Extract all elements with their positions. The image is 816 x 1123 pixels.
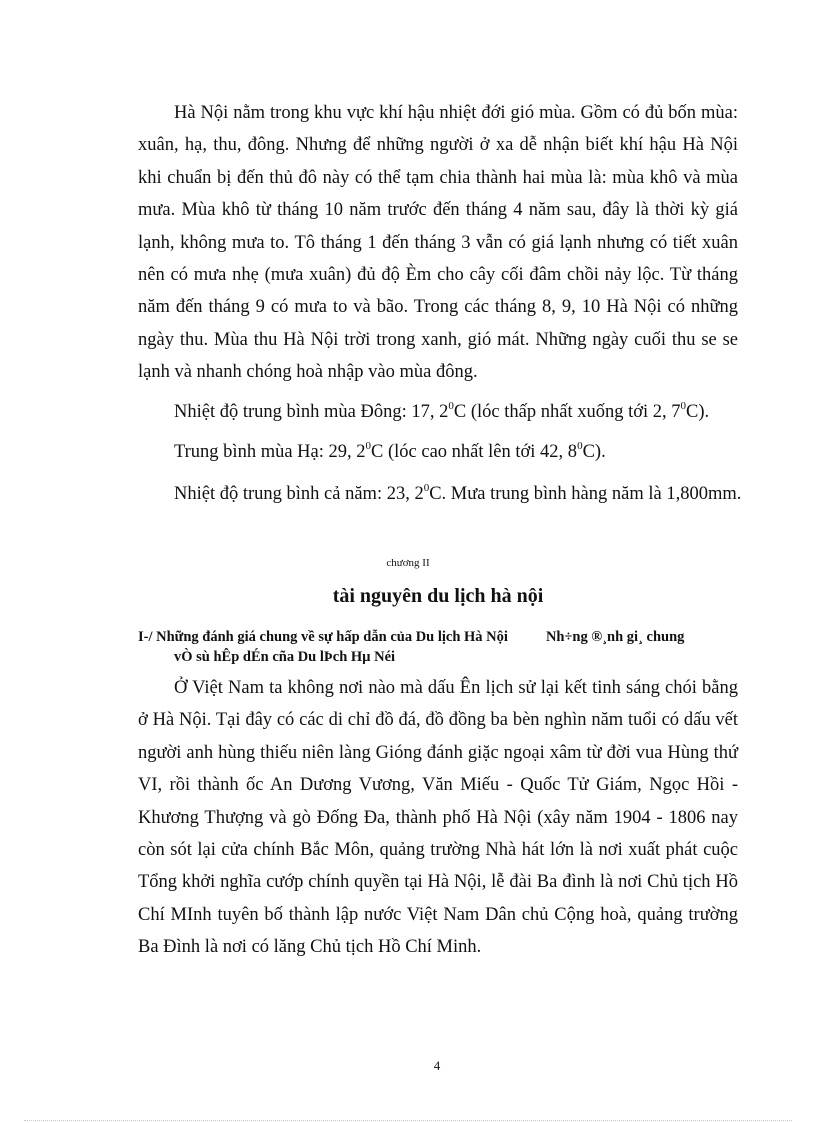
summer-temp-end: C).: [582, 442, 606, 462]
page-bottom-divider: [24, 1120, 792, 1121]
chapter-label: chương II: [386, 557, 430, 569]
summer-temp-prefix: Trung bình mùa Hạ: 29, 2: [174, 442, 366, 462]
section-heading-legacy-line2: vÒ sù hÊp dÉn cña Du lÞch Hµ Néi: [174, 649, 396, 665]
winter-temp-mid: C (lóc thấp nhất xuống tới 2, 7: [453, 402, 681, 422]
climate-paragraph: Hà Nội nằm trong khu vực khí hậu nhiệt đới gió mùa. Gồm có đủ bốn mùa: xuân, hạ, thu, đông. Nhưng để những người ở xa dễ nhận biết khí hậu Hà Nội khi chuẩn bị đến thủ đô này có thể tạm chia thành hai mùa là: mùa khô và mùa mưa. Mùa khô từ tháng 10 năm trước đến tháng 4 năm sau, đây là thời kỳ giá lạnh, không mưa to. Tô tháng 1 đến tháng 3 vẫn có giá lạnh nhưng có tiết xuân nên có mưa nhẹ (mưa xuân) đủ độ Èm cho cây cối đâm chồi nảy lộc. Từ tháng năm đến tháng 9 có mưa to và bão. Trong các tháng 8, 9, 10 Hà Nội có những ngày thu. Mùa thu Hà Nội trời trong xanh, gió mát. Những ngày cuối thu se se lạnh và nhanh chóng hoà nhập vào mùa đông.: [138, 103, 738, 383]
annual-temp-prefix: Nhiệt độ trung bình cả năm: 23, 2: [174, 484, 424, 504]
winter-temp-end: C).: [686, 402, 710, 422]
annual-temperature-line: [174, 482, 741, 506]
page-number: 4: [433, 1058, 441, 1073]
winter-temp-prefix: Nhiệt độ trung bình mùa Đông: 17, 2: [174, 402, 449, 422]
chapter-title: tài nguyên du lịch hà nội: [332, 585, 544, 607]
winter-temperature-line: [174, 400, 709, 424]
degree-mark: 0: [448, 399, 454, 412]
degree-mark: 0: [423, 481, 430, 494]
degree-mark: 0: [365, 439, 372, 452]
section-heading: [138, 627, 748, 667]
summer-temp-mid: C (lóc cao nhất lên tới 42, 8: [371, 442, 578, 462]
section-heading-legacy-text: Nh÷ng ®¸nh gi¸ chung: [545, 629, 685, 645]
history-paragraph: Ở Việt Nam ta không nơi nào mà dấu Ên lịch sử lại kết tinh sáng chói bằng ở Hà Nội. Tại đây có các di chỉ đồ đá, đồ đồng ba bèn nghìn năm tuổi có dấu vết người anh hùng thiếu niên làng Gióng đánh giặc ngoại xâm từ đời vua Hùng thứ VI, rồi thành ốc An Dương Vương, Văn Miếu - Quốc Tử Giám, Ngọc Hồi - Khương Thượng và gò Đống Đa, thành phố Hà Nội (xây năm 1904 - 1806 nay còn sót lại cửa chính Bắc Môn, quảng trường Nhà hát lớn là nơi xuất phát cuộc Tổng khởi nghĩa cướp chính quyền tại Hà Nội, lễ đài Ba đình là nơi Chủ tịch Hồ Chí MInh tuyên bố thành lập nước Việt Nam Dân chủ Cộng hoà, quảng trường Ba Đình là nơi có lăng Chủ tịch Hồ Chí Minh.: [138, 678, 738, 958]
annual-temp-end: C. Mưa trung bình hàng năm là 1,800mm.: [429, 484, 742, 504]
summer-temperature-line: [174, 440, 606, 464]
degree-mark: 0: [577, 439, 583, 452]
degree-mark: 0: [680, 399, 687, 412]
section-heading-text: I-/ Những đánh giá chung về sự hấp dẫn của Du lịch Hà Nội: [138, 629, 508, 645]
